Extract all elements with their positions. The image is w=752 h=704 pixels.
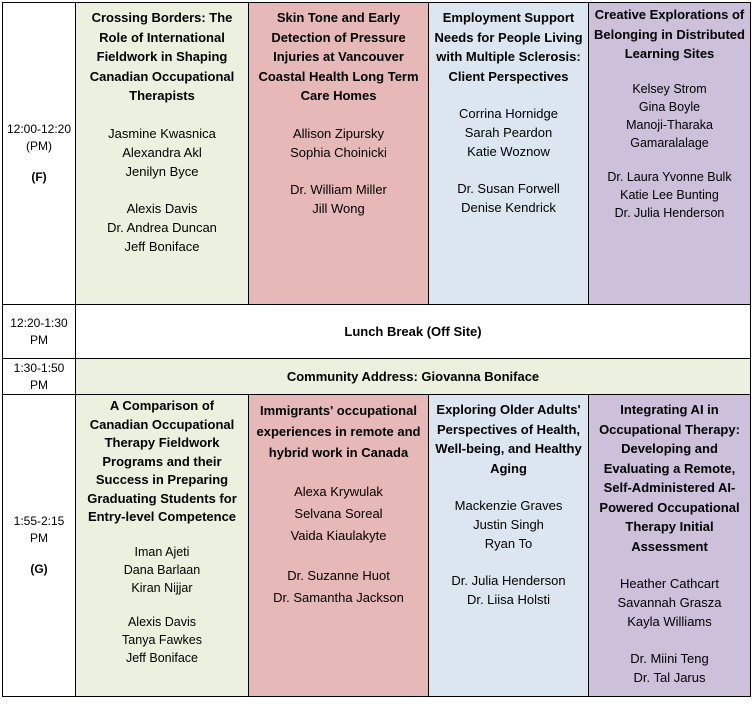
faculty-name: Denise Kendrick	[461, 200, 556, 215]
faculty-name: Alexis Davis	[127, 614, 197, 629]
student-name: Corrina Hornidge	[459, 106, 558, 121]
faculty-name: Dr. Susan Forwell	[457, 181, 560, 196]
session-title: Immigrants' occupational experiences in remote and hybrid work in Canada	[256, 403, 421, 460]
session-title: Crossing Borders: The Role of International Fieldwork in Shaping Canadian Occupational Therapists	[89, 10, 235, 103]
student-name: Alexandra Akl	[122, 144, 202, 160]
student-name: Jenilyn Byce	[125, 163, 199, 179]
faculty-name: Dr. Julia Henderson	[451, 573, 566, 588]
faculty-name: Dr. Andrea Duncan	[107, 219, 217, 235]
faculty-name: Dr. William Miller	[290, 181, 387, 197]
faculty-name: Alexis Davis	[126, 200, 198, 216]
faculty-name: Jeff Boniface	[124, 238, 200, 254]
student-name: Jasmine Kwasnica	[108, 125, 216, 141]
faculty-name: Dr. Suzanne Huot	[287, 568, 390, 583]
session-cell	[76, 395, 249, 697]
student-name: Sophia Choinicki	[290, 144, 387, 160]
time-label: 12:00-12:20 (PM)	[6, 122, 72, 153]
student-name: Sarah Peardon	[464, 125, 553, 140]
time-label: 1:30-1:50 PM	[13, 360, 65, 392]
student-name: Ryan To	[484, 536, 533, 551]
time-cell	[3, 395, 76, 697]
student-name: Gina Boyle	[638, 99, 701, 114]
time-cell	[3, 305, 76, 359]
faculty-name: Jeff Boniface	[125, 650, 199, 665]
faculty-name: Dr. Samantha Jackson	[273, 590, 404, 605]
student-name: Katie Woznow	[467, 144, 550, 159]
schedule-table	[2, 2, 751, 697]
session-title: Integrating AI in Occupational Therapy: Developing and Evaluating a Remote, Self-Administered AI-Powered Occupational Therapy Initial Assessment	[599, 402, 740, 554]
session-cell	[589, 395, 751, 697]
student-name: Kiran Nijjar	[131, 580, 193, 595]
session-title: A Comparison of Canadian Occupational Therapy Fieldwork Programs and their Success in Preparing Graduating Students for Entry-level Competence	[87, 398, 237, 524]
student-name: Justin Singh	[473, 517, 544, 532]
faculty-name: Dr. Tal Jarus	[633, 670, 706, 685]
session-cell	[429, 3, 589, 305]
time-label: 12:20-1:30 PM	[10, 315, 68, 347]
student-name: Kayla Williams	[627, 614, 712, 629]
student-name: Kelsey Strom	[632, 81, 707, 96]
student-name: Mackenzie Graves	[454, 498, 563, 513]
faculty-name: Tanya Fawkes	[122, 632, 202, 647]
session-row-f	[3, 3, 751, 305]
student-name: Heather Cathcart	[620, 576, 719, 591]
lunch-break-label: Lunch Break (Off Site)	[76, 305, 751, 359]
time-label: 1:55-2:15 PM	[13, 514, 65, 545]
session-code: (F)	[31, 170, 47, 184]
session-row-g	[3, 395, 751, 697]
faculty-name: Jill Wong	[312, 200, 365, 216]
student-name: Selvana Soreal	[294, 506, 383, 521]
session-cell	[589, 3, 751, 305]
faculty-name: Dr. Miini Teng	[630, 651, 709, 666]
student-name: Dana Barlaan	[123, 562, 201, 577]
faculty-name: Dr. Liisa Holsti	[466, 592, 551, 607]
student-name: Savannah Grasza	[617, 595, 722, 610]
student-name: Manoji-Tharaka Gamaralalage	[626, 117, 713, 150]
student-name: Iman Ajeti	[134, 544, 190, 559]
faculty-name: Dr. Laura Yvonne Bulk	[607, 169, 732, 184]
time-cell	[3, 359, 76, 395]
session-cell	[249, 3, 429, 305]
session-cell	[429, 395, 589, 697]
session-title: Creative Explorations of Belonging in Distributed Learning Sites	[594, 7, 745, 61]
session-cell	[249, 395, 429, 697]
faculty-name: Katie Lee Bunting	[620, 187, 719, 202]
session-code: (G)	[30, 562, 48, 576]
address-row	[3, 359, 751, 395]
faculty-name: Dr. Julia Henderson	[614, 205, 725, 220]
session-title: Employment Support Needs for People Living with Multiple Sclerosis: Client Perspectives	[434, 10, 583, 84]
time-cell	[3, 3, 76, 305]
session-title: Exploring Older Adults' Perspectives of Health, Well-being, and Healthy Aging	[435, 402, 582, 476]
session-title: Skin Tone and Early Detection of Pressure Injuries at Vancouver Coastal Health Long Term Care Homes	[258, 10, 419, 103]
student-name: Vaida Kiaulakyte	[290, 528, 387, 543]
session-cell	[76, 3, 249, 305]
community-address-label: Community Address: Giovanna Boniface	[76, 359, 751, 395]
lunch-row	[3, 305, 751, 359]
student-name: Alexa Krywulak	[294, 484, 383, 499]
student-name: Allison Zipursky	[292, 125, 385, 141]
